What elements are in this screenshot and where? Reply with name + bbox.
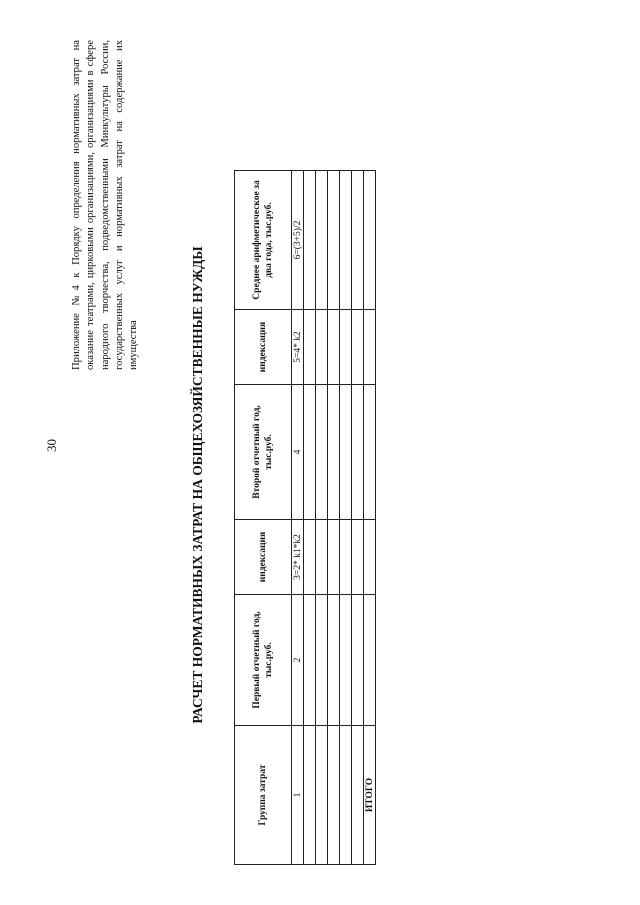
formula-cell: 6=(3+5)/2	[292, 171, 304, 310]
formula-cell: 1	[292, 726, 304, 865]
formula-cell: 4	[292, 385, 304, 520]
table-row	[304, 171, 316, 865]
total-label: ИТОГО	[364, 726, 376, 865]
header-second-year: Второй отчетный год, тыс.руб.	[235, 385, 292, 520]
header-indexation-2: индексация	[235, 310, 292, 385]
formula-cell: 2	[292, 595, 304, 726]
table-row	[352, 171, 364, 865]
cost-table-wrapper	[234, 170, 376, 865]
table-row	[328, 171, 340, 865]
header-cost-group: Группа затрат	[235, 726, 292, 865]
table-row	[340, 171, 352, 865]
header-indexation-1: индексация	[235, 520, 292, 595]
formula-cell: 3=2* k1*k2	[292, 520, 304, 595]
document-title: РАСЧЕТ НОРМАТИВНЫХ ЗАТРАТ НА ОБЩЕХОЗЯЙСТВЕННЫЕ НУЖДЫ	[190, 246, 205, 724]
table-row	[316, 171, 328, 865]
table-header-row	[235, 171, 292, 865]
header-first-year: Первый отчетный год, тыс.руб.	[235, 595, 292, 726]
formula-row	[292, 171, 304, 865]
total-row	[364, 171, 376, 865]
formula-cell: 5=4* k2	[292, 310, 304, 385]
appendix-note: Приложение №4 к Порядку определения нормативных затрат на оказание театрами, цирковыми организациями, организациями в сфере народного творчества, подведомственными Минкультуры России, государственных услуг и нормативных затрат на содержание их имущества	[71, 40, 140, 370]
cost-calculation-table	[234, 170, 376, 865]
page-number: 30	[44, 439, 59, 452]
header-average: Среднее арифметическое за два года, тыс.руб.	[235, 171, 292, 310]
